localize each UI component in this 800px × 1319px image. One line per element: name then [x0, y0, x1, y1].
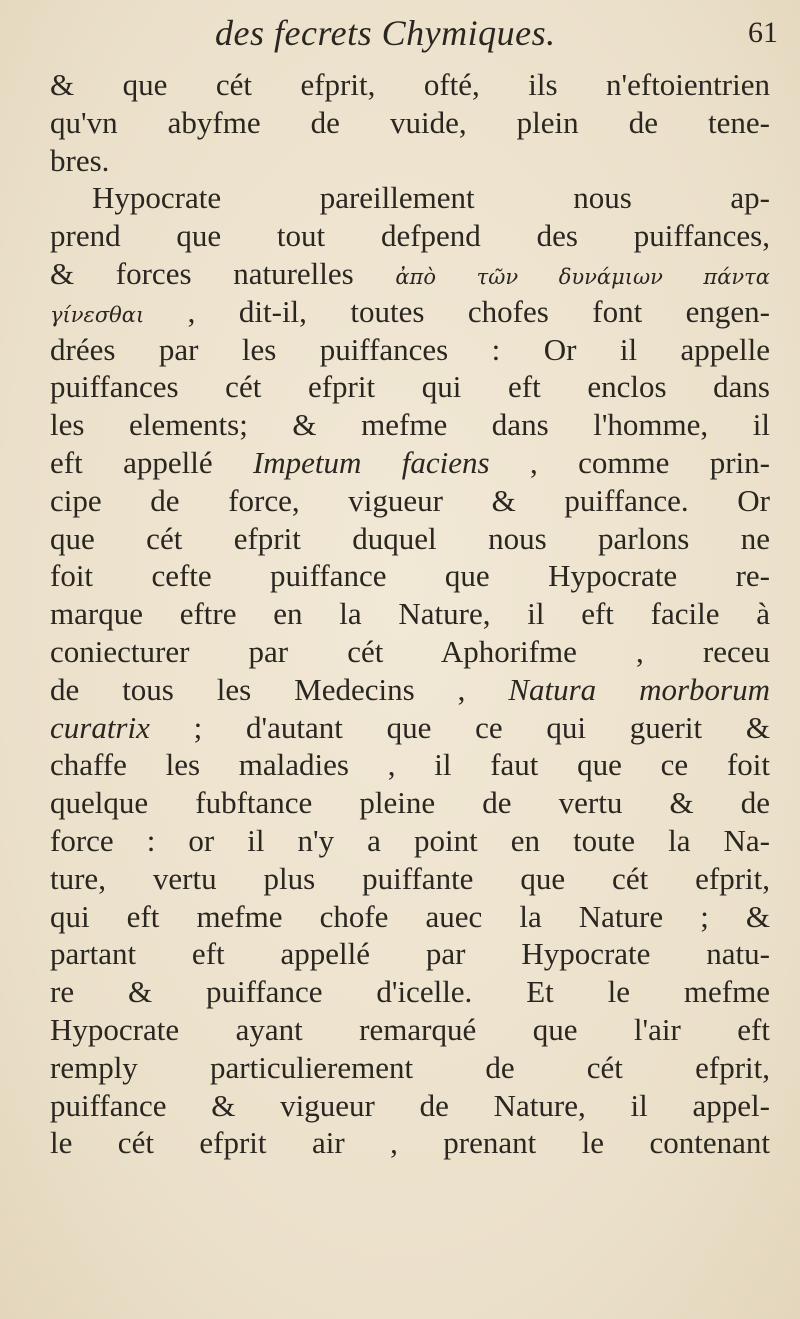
page-number: 61 [748, 16, 778, 49]
text-line: puiffance & vigueur de Nature, il appel- [50, 1087, 770, 1123]
text-line: quelque fubftance pleine de vertu & de [50, 785, 770, 821]
text-line: chaffe les maladies , il faut que ce foit [50, 747, 770, 783]
body-text [50, 66, 770, 1162]
greek-quotation: ἀπὸ τῶν δυνάμιων πάντα [395, 264, 770, 289]
text-line: prend que tout defpend des puiffances, [50, 218, 770, 254]
text-line: coniecturer par cét Aphorifme , receu [50, 633, 770, 669]
text-line: remply particulierement de cét efprit, [50, 1049, 770, 1085]
text-line: bres. [50, 142, 110, 178]
text-line: force : or il n'y a point en toute la Na- [50, 822, 770, 858]
text-line: qui eft mefme chofe auec la Nature ; & [50, 898, 770, 934]
text-line: γίνεσθαι , dit-il, toutes chofes font engen- [50, 293, 770, 329]
latin-aphorism: Natura morborum [508, 671, 771, 707]
running-title: des fecrets Chymiques. [215, 13, 556, 53]
text-line: puiffances cét efprit qui eft enclos dans [50, 369, 770, 405]
greek-quotation: γίνεσθαι [50, 302, 145, 327]
running-head [0, 12, 800, 56]
text-line: cipe de force, vigueur & puiffance. Or [50, 482, 770, 518]
text-line: les elements; & mefme dans l'homme, il [50, 407, 770, 443]
text-line: de tous les Medecins , Natura morborum [50, 671, 771, 707]
text-line: drées par les puiffances : Or il appelle [50, 331, 770, 367]
text-line: que cét efprit duquel nous parlons ne [50, 520, 770, 556]
text-line: re & puiffance d'icelle. Et le mefme [50, 974, 770, 1010]
text-line: eft appellé Impetum faciens , comme prin- [50, 444, 770, 480]
text-line: qu'vn abyfme de vuide, plein de tene- [50, 104, 770, 140]
text-line: le cét efprit air , prenant le contenant [50, 1125, 770, 1161]
paragraph-start-line: Hypocrate pareillement nous ap- [92, 180, 770, 216]
text-line: ture, vertu plus puiffante que cét efprit, [50, 860, 770, 896]
text-line: foit cefte puiffance que Hypocrate re- [50, 558, 770, 594]
text-line: & forces naturelles ἀπὸ τῶν δυνάμιων πάντα [50, 255, 770, 291]
latin-term: Impetum faciens [252, 444, 490, 480]
text-line: partant eft appellé par Hypocrate natu- [50, 936, 770, 972]
text-line: Hypocrate ayant remarqué que l'air eft [50, 1011, 770, 1047]
text-line: & que cét efprit, ofté, ils n'eftoientrien [50, 67, 770, 102]
text-line: marque eftre en la Nature, il eft facile à [50, 596, 770, 632]
latin-aphorism: curatrix [50, 709, 150, 745]
text-line: curatrix ; d'autant que ce qui guerit & [50, 709, 770, 745]
